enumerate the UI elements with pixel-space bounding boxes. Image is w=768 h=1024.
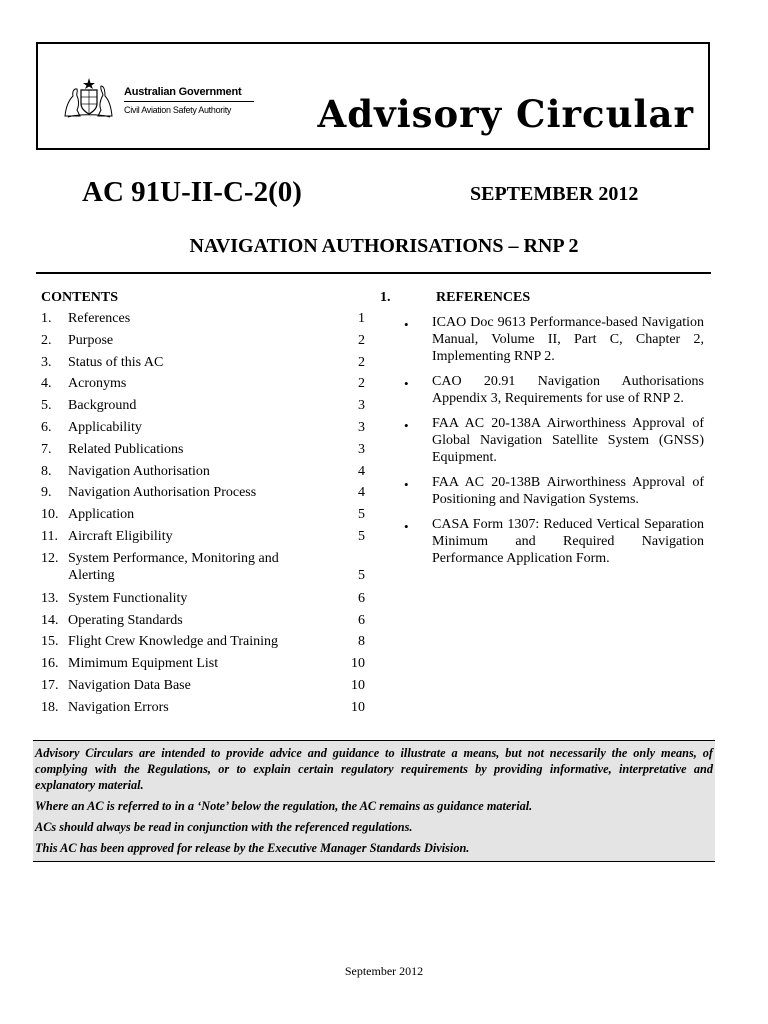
header-title: Advisory Circular xyxy=(317,92,694,136)
toc-item[interactable] xyxy=(41,354,365,376)
coat-of-arms-icon xyxy=(62,76,116,120)
toc-item[interactable] xyxy=(41,332,365,354)
toc-title: Applicability xyxy=(68,419,142,435)
references-list xyxy=(404,314,704,575)
toc-page: 10 xyxy=(351,699,365,715)
toc-item[interactable] xyxy=(41,484,365,506)
toc-title: Mimimum Equipment List xyxy=(68,656,219,672)
document-title: NAVIGATION AUTHORISATIONS – RNP 2 xyxy=(189,235,579,257)
toc-item[interactable] xyxy=(41,419,365,441)
toc-item[interactable] xyxy=(41,310,365,332)
toc-title: Navigation Data Base xyxy=(68,677,191,693)
toc-page: 2 xyxy=(358,332,365,348)
notice-paragraph: Advisory Circulars are intended to provide advice and guidance to illustrate a means, but not necessarily the only means, of complying with the Regulations, or to explain certain regulatory requirements by providing informative, interpretative and explanatory material. xyxy=(35,746,713,792)
toc-item[interactable] xyxy=(41,699,365,721)
toc-page: 5 xyxy=(358,567,365,583)
toc-title: Flight Crew Knowledge and Training xyxy=(68,634,278,650)
title-divider xyxy=(36,272,711,274)
toc-item[interactable] xyxy=(41,528,365,550)
footer-date: September 2012 xyxy=(344,964,424,978)
reference-item: • ICAO Doc 9613 Performance-based Navigation Manual, Volume II, Part C, Chapter 2, Implementing RNP 2. xyxy=(404,314,704,365)
toc-page: 5 xyxy=(358,507,365,523)
toc-number: 14. xyxy=(41,612,59,628)
toc-page: 5 xyxy=(358,528,365,544)
toc-title: Background xyxy=(68,398,137,414)
toc-title: System Performance, Monitoring and Alerting xyxy=(68,550,279,583)
toc-page: 2 xyxy=(358,376,365,392)
toc-title: Navigation Errors xyxy=(68,699,169,715)
contents-heading: CONTENTS xyxy=(41,290,119,305)
toc-page: 4 xyxy=(358,463,365,479)
toc-item[interactable] xyxy=(41,397,365,419)
table-of-contents xyxy=(41,310,365,721)
toc-number: 4. xyxy=(41,376,52,392)
toc-page: 8 xyxy=(358,634,365,650)
notice-paragraph: ACs should always be read in conjunction with the referenced regulations. xyxy=(35,820,413,834)
header-box xyxy=(36,42,710,150)
toc-title: Status of this AC xyxy=(68,354,164,370)
toc-number: 2. xyxy=(41,332,52,348)
toc-title: Related Publications xyxy=(68,441,184,457)
toc-number: 7. xyxy=(41,441,52,457)
toc-number: 9. xyxy=(41,485,52,501)
toc-item[interactable] xyxy=(41,375,365,397)
toc-number: 11. xyxy=(41,528,58,544)
toc-title: Purpose xyxy=(68,332,114,348)
toc-number: 12. xyxy=(41,550,59,566)
toc-page: 6 xyxy=(358,590,365,606)
toc-item[interactable] xyxy=(41,612,365,634)
government-name: Australian Government xyxy=(124,86,242,98)
toc-item[interactable] xyxy=(41,677,365,699)
reference-item: • CAO 20.91 Navigation Authorisations Appendix 3, Requirements for use of RNP 2. xyxy=(404,373,704,407)
toc-item[interactable] xyxy=(41,655,365,677)
toc-title: References xyxy=(68,311,131,326)
toc-number: 10. xyxy=(41,507,59,523)
reference-item: • FAA AC 20-138B Airworthiness Approval of Positioning and Navigation Systems. xyxy=(404,474,704,508)
toc-page: 10 xyxy=(351,677,365,693)
toc-number: 1. xyxy=(41,311,52,326)
toc-page: 3 xyxy=(358,441,365,457)
reference-item: • FAA AC 20-138A Airworthiness Approval of Global Navigation Satellite System (GNSS) Equipment. xyxy=(404,415,704,466)
toc-number: 18. xyxy=(41,699,59,715)
advisory-notice xyxy=(33,740,715,862)
toc-number: 6. xyxy=(41,419,52,435)
toc-page: 10 xyxy=(351,656,365,672)
toc-title: System Functionality xyxy=(68,590,188,606)
toc-item[interactable] xyxy=(41,506,365,528)
toc-page: 3 xyxy=(358,398,365,414)
toc-number: 5. xyxy=(41,398,52,414)
notice-paragraph: This AC has been approved for release by the Executive Manager Standards Division. xyxy=(35,841,470,855)
toc-title: Acronyms xyxy=(68,376,127,392)
reference-item: • CASA Form 1307: Reduced Vertical Separation Minimum and Required Navigation Performance Application Form. xyxy=(404,516,704,567)
toc-number: 16. xyxy=(41,656,59,672)
toc-number: 17. xyxy=(41,677,59,693)
toc-page: 4 xyxy=(358,485,365,501)
ac-number: AC 91U-II-C-2(0) xyxy=(82,176,302,208)
toc-page: 6 xyxy=(358,612,365,628)
toc-item[interactable] xyxy=(41,441,365,463)
toc-number: 13. xyxy=(41,590,59,606)
toc-item[interactable] xyxy=(41,590,365,612)
toc-page: 3 xyxy=(358,419,365,435)
toc-number: 3. xyxy=(41,354,52,370)
toc-title: Application xyxy=(68,507,135,523)
toc-title: Aircraft Eligibility xyxy=(68,528,173,544)
ac-date: SEPTEMBER 2012 xyxy=(470,183,639,205)
agency-name: Civil Aviation Safety Authority xyxy=(124,105,232,115)
toc-title: Navigation Authorisation Process xyxy=(68,485,257,501)
toc-item[interactable] xyxy=(41,463,365,485)
toc-page: 2 xyxy=(358,354,365,370)
logo-divider xyxy=(124,101,254,102)
toc-number: 15. xyxy=(41,634,59,650)
toc-number: 8. xyxy=(41,463,52,479)
references-section-number: 1. xyxy=(380,290,391,305)
toc-item[interactable] xyxy=(41,550,365,590)
notice-paragraph: Where an AC is referred to in a ‘Note’ below the regulation, the AC remains as guidance material. xyxy=(35,799,533,813)
toc-item[interactable] xyxy=(41,633,365,655)
toc-title: Navigation Authorisation xyxy=(68,463,210,479)
toc-title: Operating Standards xyxy=(68,612,183,628)
references-heading: REFERENCES xyxy=(436,290,531,305)
toc-page: 1 xyxy=(358,311,365,326)
